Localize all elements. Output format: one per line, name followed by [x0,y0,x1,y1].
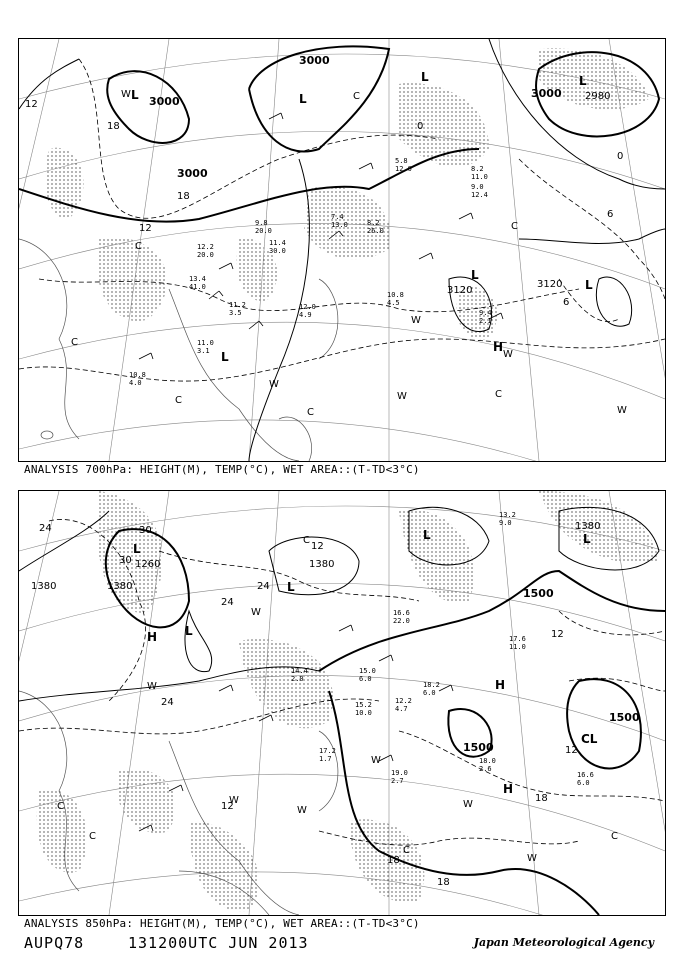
warm-mark: W [269,379,279,390]
agency-name: Japan Meteorological Agency [473,936,654,949]
obs-value: 4.9 [299,311,312,319]
obs-value: 6.0 [423,689,436,697]
obs-value: 9.8 [255,219,268,227]
temp-label: 18 [107,121,120,132]
obs-value: 16.6 [393,609,410,617]
obs-value: 13.0 [331,221,348,229]
cold-mark: C [611,831,618,842]
obs-value: 9.0 [471,183,484,191]
cold-mark: C [353,91,360,102]
obs-value: 17.6 [509,635,526,643]
height-labels [149,54,610,296]
height-label: 1260 [135,559,161,570]
warm-mark: W [503,349,513,360]
height-label: 1380 [575,521,601,532]
obs-value: 6.0 [577,779,590,787]
low-mark: L [185,624,193,638]
cold-mark: C [403,845,410,856]
obs-value: 2.0 [291,675,304,683]
temp-label: 24 [257,581,270,592]
low-mark: L [221,350,229,364]
obs-value: 20.0 [197,251,214,259]
obs-value: 18.0 [479,757,496,765]
height-label: 2980 [585,91,611,102]
obs-value: 11.0 [509,643,526,651]
obs-value: 15.2 [355,701,372,709]
height-label: 3120 [447,285,473,296]
warm-mark: W [397,391,407,402]
height-label: 1500 [463,741,494,754]
obs-value: 18.2 [423,681,440,689]
temp-label: 12 [25,99,38,110]
temp-label: 18 [535,793,548,804]
obs-value: 8.2 [367,219,380,227]
cold-mark: C [175,395,182,406]
low-mark: CL [581,732,598,746]
warm-mark: W [297,805,307,816]
temp-label: 30 [119,555,132,566]
obs-value: 12.4 [471,191,488,199]
obs-value: 20.0 [255,227,272,235]
cold-mark: C [135,241,142,252]
height-label: 1500 [609,711,640,724]
obs-value: 12.0 [395,165,412,173]
low-mark: L [423,528,431,542]
obs-value: 17.2 [319,747,336,755]
obs-value: 22.0 [393,617,410,625]
high-mark: H [493,340,504,354]
height-label: 1380 [309,559,335,570]
high-mark: H [495,678,506,692]
obs-value: 15.0 [359,667,376,675]
obs-value: 4.0 [129,379,142,387]
low-mark: L [583,532,591,546]
obs-value: 7.4 [331,213,344,221]
obs-value: 6.0 [359,675,372,683]
warm-mark: W [617,405,627,416]
obs-value: 10.8 [129,371,146,379]
chart-code: AUPQ78 [24,934,85,952]
obs-value: 4.7 [395,705,408,713]
warm-mark: W [229,795,239,806]
height-label: 3120 [537,279,563,290]
temp-label: 0 [617,151,624,162]
obs-value: 16.6 [577,771,594,779]
temp-label: 18 [437,877,450,888]
panel-850hpa [18,490,666,916]
obs-value: 3.5 [229,309,242,317]
obs-value: 13.2 [499,511,516,519]
obs-value: 26.0 [367,227,384,235]
low-mark: L [131,88,139,102]
coastlines [19,239,338,461]
obs-value: 41.0 [189,283,206,291]
valid-time: 131200UTC JUN 2013 [128,934,309,952]
obs-value: 2.7 [391,777,404,785]
temp-label: 24 [161,697,174,708]
high-mark: H [147,630,158,644]
height-label: 1380 [31,581,57,592]
low-mark: L [579,74,587,88]
temp-label: 6 [607,209,614,220]
obs-value: 10.8 [387,291,404,299]
obs-value: 30.0 [269,247,286,255]
obs-value: 9.0 [499,519,512,527]
obs-value: 5.8 [395,157,408,165]
obs-value: 12.0 [299,303,316,311]
height-label: 3000 [177,167,208,180]
map-850hpa [19,491,665,915]
warm-mark: C [511,221,518,232]
warm-mark: W [527,853,537,864]
obs-value: 9.4 [479,309,492,317]
obs-value: 11.4 [269,239,286,247]
obs-value: 12.2 [395,697,412,705]
temp-label: 24 [39,523,52,534]
temp-label: 18 [177,191,190,202]
warm-mark: W [411,315,421,326]
obs-value: 12.2 [197,243,214,251]
cold-mark: C [303,535,310,546]
height-label: 3000 [149,95,180,108]
cold-mark: C [89,831,96,842]
temp-label: 0 [417,121,424,132]
caption-700hpa: ANALYSIS 700hPa: HEIGHT(M), TEMP(°C), WET AREA::(T-TD<3°C) [24,463,420,476]
low-mark: L [133,542,141,556]
height-label: 1500 [523,587,554,600]
cold-mark: C [57,801,64,812]
obs-value: 13.4 [189,275,206,283]
low-mark: L [287,580,295,594]
obs-value: 8.2 [471,165,484,173]
map-700hpa [19,39,665,461]
obs-value: 11.0 [471,173,488,181]
low-mark: L [299,92,307,106]
temp-label: 6 [563,297,570,308]
warm-mark: W [121,89,131,100]
temp-label: 12 [221,801,234,812]
warm-mark: W [251,607,261,618]
temp-label: 12 [551,629,564,640]
panel-700hpa [18,38,666,462]
obs-value: 11.2 [229,301,246,309]
obs-value: 3.1 [197,347,210,355]
temp-label: 18 [387,855,400,866]
temp-label: 30 [139,525,152,536]
height-label: 1380 [107,581,133,592]
temp-label: 12 [565,745,578,756]
height-label: 3000 [531,87,562,100]
warm-mark: W [147,681,157,692]
caption-850hpa: ANALYSIS 850hPa: HEIGHT(M), TEMP(°C), WET AREA::(T-TD<3°C) [24,917,420,930]
obs-value: 11.0 [197,339,214,347]
cold-mark: C [495,389,502,400]
warm-mark: W [371,755,381,766]
obs-value: 4.5 [387,299,400,307]
obs-value: 2.1 [479,317,492,325]
pressure-marks [133,528,598,796]
obs-value: 14.4 [291,667,308,675]
obs-value: 2.6 [479,765,492,773]
high-mark: H [503,782,514,796]
temp-label: 12 [311,541,324,552]
cold-mark: C [307,407,314,418]
low-mark: L [471,268,479,282]
warm-mark: W [463,799,473,810]
low-mark: L [585,278,593,292]
low-mark: L [421,70,429,84]
obs-value: 10.0 [355,709,372,717]
temp-label: 24 [221,597,234,608]
obs-value: 19.0 [391,769,408,777]
height-label: 3000 [299,54,330,67]
obs-value: 1.7 [319,755,332,763]
cold-mark: C [71,337,78,348]
temp-label: 12 [139,223,152,234]
